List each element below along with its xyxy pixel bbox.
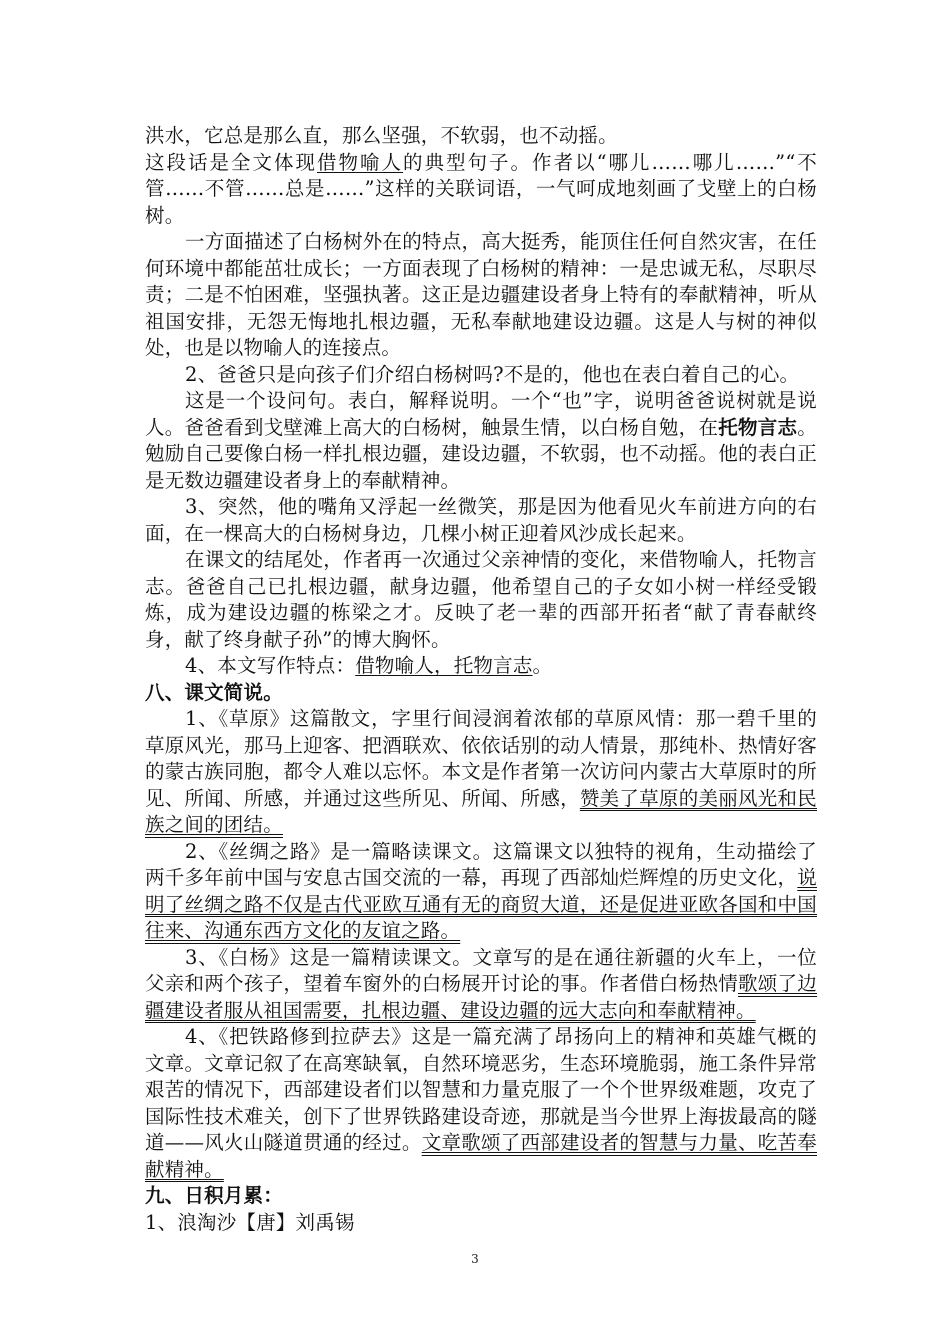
- bold-text: 托物言志: [718, 415, 798, 439]
- underlined-text: 歌颂了边疆建设者服从祖国需要，扎根边疆、建设边疆的远大志向和奉献精神。: [145, 972, 817, 1022]
- text: 1、《草原》这篇散文，字里行间浸润着浓郁的草原风情：那一碧千里的草原风光，那马上迎客、把酒联欢、依依话别的动人情景，那纯朴、热情好客的蒙古族同胞，都令人难以忘怀。本文是作者第一次访问内蒙古大草原时的所见、所闻、所感，并通过这些所见、所闻、所感，: [145, 707, 817, 810]
- section-heading: 九、日积月累：: [145, 1184, 283, 1207]
- text: 的典型句子。作者以“哪儿……哪儿……”“不管……不管……总是……”这样的关联词语，一气呵成地刻画了戈壁上的白杨树。: [145, 150, 817, 227]
- underlined-text: 赞美了草原的美丽风光和民族之间的团结。: [145, 786, 817, 836]
- paragraph: [145, 150, 817, 230]
- paragraph: [145, 494, 817, 547]
- text: 这段话是全文体现: [145, 150, 318, 174]
- list-item: [145, 945, 817, 1025]
- text: 。: [532, 654, 553, 677]
- text: 2、爸爸只是向孩子们介绍白杨树吗?不是的，他也在表白着自己的心。: [185, 362, 800, 386]
- text: 在课文的结尾处，作者再一次通过父亲神情的变化，来借物喻人，托物言志。爸爸自己已扎根边疆，献身边疆，他希望自己的子女如小树一样经受锻炼，成为建设边疆的栋梁之才。反映了老一辈的西部开拓者“献了青春献终身，献了终身献子孙”的博大胸怀。: [145, 548, 817, 651]
- underlined-text: 文章歌颂了西部建设者的智慧与力量、吃苦奉献精神。: [145, 1131, 817, 1181]
- list-item: [145, 706, 817, 839]
- text: 2、《丝绸之路》是一篇略读课文。这篇课文以独特的视角，生动描绘了两千多年前中国与安息古国交流的一幕，再现了西部灿烂辉煌的历史文化，: [145, 839, 817, 889]
- paragraph: [145, 547, 817, 653]
- list-item: [145, 1210, 817, 1237]
- paragraph: [145, 388, 817, 494]
- text: 这是一个设问句。表白，解释说明。一个“也”字，说明爸爸说树就是说人。爸爸看到戈壁滩上高大的白杨树，触景生情，以白杨自勉，在: [145, 389, 817, 439]
- paragraph: [145, 653, 817, 680]
- underlined-text: 借物喻人，托物言志: [355, 654, 533, 677]
- paragraph: [145, 229, 817, 362]
- page-number: 3: [471, 1252, 479, 1266]
- text: 3、突然，他的嘴角又浮起一丝微笑，那是因为他看见火车前进方向的右面，在一棵高大的白杨树身边，几棵小树正迎着风沙成长起来。: [145, 495, 817, 545]
- paragraph: [145, 123, 817, 150]
- text: 洪水，它总是那么直，那么坚强，不软弱，也不动摇。: [145, 124, 618, 147]
- paragraph: [145, 362, 817, 389]
- underlined-text: 说明了丝绸之路不仅是古代亚欧互通有无的商贸大道，还是促进亚欧各国和中国往来、沟通东西方文化的友谊之路。: [145, 866, 817, 942]
- list-item: [145, 839, 817, 945]
- text: 4、本文写作特点：: [185, 654, 356, 677]
- text: 1、浪淘沙【唐】刘禹锡: [145, 1210, 355, 1234]
- text: 3、《白杨》这是一篇精读课文。文章写的是在通往新疆的火车上，一位父亲和两个孩子，望着车窗外的白杨展开讨论的事。作者借白杨热情: [145, 945, 817, 995]
- text: 。勉励自己要像白杨一样扎根边疆，建设边疆，不软弱，也不动摇。他的表白正是无数边疆建设者身上的奉献精神。: [145, 415, 817, 492]
- text: 一方面描述了白杨树外在的特点，高大挺秀，能顶住任何自然灾害，在任何环境中都能茁壮成长；一方面表现了白杨树的精神：一是忠诚无私，尽职尽责；二是不怕困难，坚强执著。这正是边疆建设者身上特有的奉献精神，听从祖国安排，无怨无悔地扎根边疆，无私奉献地建设边疆。这是人与树的神似处，也是以物喻人的连接点。: [145, 230, 817, 359]
- section-heading: 八、课文简说。: [145, 680, 283, 704]
- list-item: [145, 1024, 817, 1183]
- document-body: [145, 123, 817, 1236]
- text: 4、《把铁路修到拉萨去》这是一篇充满了昂扬向上的精神和英雄气概的文章。文章记叙了在高寒缺氧，自然环境恶劣，生态环境脆弱，施工条件异常艰苦的情况下，西部建设者们以智慧和力量克服了一个个世界级难题，攻克了国际性技术难关，创下了世界铁路建设奇迹，那就是当今世界上海拔最高的隧道——风火山隧道贯通的经过。: [145, 1025, 817, 1154]
- underlined-text: 借物喻人: [317, 150, 404, 174]
